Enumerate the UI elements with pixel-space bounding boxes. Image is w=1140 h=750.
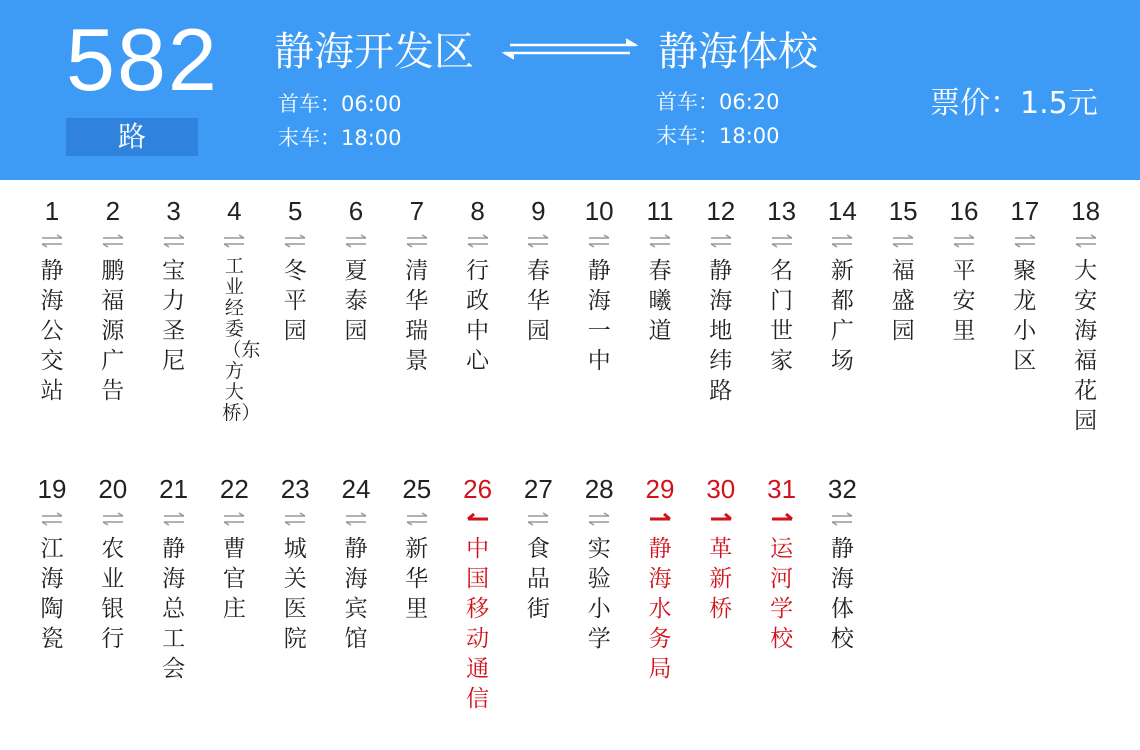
bidirectional-arrow-icon: [526, 512, 550, 526]
bidirectional-arrow-icon: [162, 512, 186, 526]
stop-number: 31: [767, 474, 797, 504]
stop-item: [569, 196, 629, 376]
bidirectional-arrow-icon: [101, 512, 125, 526]
bidirectional-arrow-icon: [830, 234, 854, 248]
stop-number: 17: [1010, 196, 1040, 226]
bidirectional-arrow-icon: [344, 512, 368, 526]
stop-item: [144, 474, 204, 684]
stop-name: 静海水务局: [648, 536, 672, 682]
stop-number: 27: [523, 474, 553, 504]
bidirectional-arrow-icon: [162, 234, 186, 248]
stop-name: 聚龙小区: [1013, 258, 1037, 374]
bidirectional-arrow-icon: [222, 234, 246, 248]
stop-name: 实验小学: [587, 536, 611, 652]
stop-item: [204, 196, 264, 424]
stop-item: [752, 196, 812, 376]
stop-number: 24: [341, 474, 371, 504]
stop-item: [630, 474, 690, 684]
stop-item: [569, 474, 629, 654]
bidirectional-arrow-icon: [405, 234, 429, 248]
bidirectional-arrow-icon: [101, 234, 125, 248]
bidirectional-arrow-icon: [587, 512, 611, 526]
stop-item: [326, 196, 386, 346]
stop-item: [995, 196, 1055, 376]
stop-number: 25: [402, 474, 432, 504]
stop-item: [387, 474, 447, 624]
stop-item: [144, 196, 204, 376]
stop-number: 29: [645, 474, 675, 504]
stop-name: 食品街: [526, 536, 550, 622]
fare-label: 票价：1.5元: [930, 86, 1098, 121]
stop-item: [812, 196, 872, 376]
stop-name: 静海宾馆: [344, 536, 368, 652]
terminal-to: 静海体校: [658, 29, 818, 75]
stop-name: 静海总工会: [162, 536, 186, 682]
stop-number: 22: [219, 474, 249, 504]
stop-name: 新华里: [405, 536, 429, 622]
bidirectional-arrow-icon: [1013, 234, 1037, 248]
route-number: 582: [66, 10, 219, 109]
bidirectional-arrow-icon: [587, 234, 611, 248]
bidirectional-arrow-icon: [709, 234, 733, 248]
stop-name: 农业银行: [101, 536, 125, 652]
stop-number: 21: [159, 474, 189, 504]
stop-number: 28: [584, 474, 614, 504]
stop-name: 新都广场: [830, 258, 854, 374]
stop-number: 9: [531, 196, 546, 226]
to-last-bus: 末车：18:00: [656, 124, 780, 148]
stop-name: 平安里: [952, 258, 976, 344]
stop-name: 清华瑞景: [405, 258, 429, 374]
stop-name: 运河学校: [770, 536, 794, 652]
stop-number: 18: [1071, 196, 1101, 226]
stop-item: [691, 196, 751, 406]
stop-item: [265, 196, 325, 346]
stop-item: [22, 196, 82, 406]
left-arrow-icon: [466, 512, 490, 526]
bidirectional-arrow-icon: [222, 512, 246, 526]
terminal-from: 静海开发区: [274, 29, 474, 75]
stop-number: 30: [706, 474, 736, 504]
stop-name: 冬平园: [283, 258, 307, 344]
bidirectional-arrow-icon: [40, 234, 64, 248]
stop-item: [204, 474, 264, 624]
bidirectional-arrow-icon: [283, 512, 307, 526]
bidirectional-arrow-icon: [526, 234, 550, 248]
stop-item: [387, 196, 447, 376]
stop-item: [752, 474, 812, 654]
bidirectional-arrow-icon: [500, 38, 640, 60]
stop-item: [812, 474, 872, 654]
bidirectional-arrow-icon: [40, 512, 64, 526]
right-arrow-icon: [648, 512, 672, 526]
bidirectional-arrow-icon: [770, 234, 794, 248]
stop-number: 26: [463, 474, 493, 504]
stop-item: [22, 474, 82, 654]
bidirectional-arrow-icon: [344, 234, 368, 248]
stop-item: [326, 474, 386, 654]
bidirectional-arrow-icon: [830, 512, 854, 526]
stop-number: 1: [44, 196, 60, 226]
route-header: [0, 0, 1140, 180]
stop-item: [265, 474, 325, 654]
stop-item: [448, 474, 508, 714]
stop-name: 名门世家: [770, 258, 794, 374]
stop-number: 23: [280, 474, 310, 504]
stop-name: 鹏福源广告: [101, 258, 125, 404]
stop-name: 宝力圣尼: [162, 258, 186, 374]
stop-name: 春曦道: [648, 258, 672, 344]
stop-name: 夏泰园: [344, 258, 368, 344]
stop-name: 静海一中: [587, 258, 611, 374]
stop-name: 曹官庄: [222, 536, 246, 622]
stop-number: 20: [98, 474, 128, 504]
stop-number: 8: [470, 196, 485, 226]
stop-item: [873, 196, 933, 346]
bidirectional-arrow-icon: [466, 234, 490, 248]
stop-item: [83, 196, 143, 406]
stop-number: 3: [166, 196, 181, 226]
stop-number: 11: [646, 196, 674, 226]
stop-number: 6: [348, 196, 364, 226]
from-last-bus: 末车：18:00: [278, 126, 402, 150]
stop-item: [1056, 196, 1116, 436]
bidirectional-arrow-icon: [1074, 234, 1098, 248]
stop-item: [630, 196, 690, 346]
route-unit-label: 路: [66, 118, 198, 156]
stop-name: 城关医院: [283, 536, 307, 652]
stop-number: 2: [105, 196, 121, 226]
bidirectional-arrow-icon: [283, 234, 307, 248]
stop-number: 19: [37, 474, 67, 504]
stop-number: 5: [287, 196, 303, 226]
right-arrow-icon: [770, 512, 794, 526]
stop-name: 静海地纬路: [709, 258, 733, 404]
stop-number: 13: [767, 196, 797, 226]
from-first-bus: 首车：06:00: [278, 92, 402, 116]
stop-item: [934, 196, 994, 346]
stop-name: 行政中心: [466, 258, 490, 374]
stop-name: 大安海福花园: [1074, 258, 1098, 434]
stop-item: [508, 196, 568, 346]
stop-number: 15: [888, 196, 918, 226]
stop-name: 工业经委（东方大桥）: [222, 255, 261, 424]
stop-number: 10: [584, 196, 614, 226]
stop-number: 4: [227, 196, 242, 226]
bidirectional-arrow-icon: [405, 512, 429, 526]
bidirectional-arrow-icon: [952, 234, 976, 248]
stop-item: [508, 474, 568, 624]
stop-number: 32: [827, 474, 857, 504]
bidirectional-arrow-icon: [648, 234, 672, 248]
stop-name: 江海陶瓷: [40, 536, 64, 652]
stop-number: 14: [827, 196, 857, 226]
stop-name: 静海公交站: [40, 258, 64, 404]
stop-number: 16: [949, 196, 979, 226]
to-first-bus: 首车：06:20: [656, 90, 780, 114]
stop-name: 春华园: [526, 258, 550, 344]
stop-name: 静海体校: [830, 536, 854, 652]
stop-item: [83, 474, 143, 654]
stop-item: [448, 196, 508, 376]
stop-item: [691, 474, 751, 624]
right-arrow-icon: [709, 512, 733, 526]
stop-number: 7: [409, 196, 425, 226]
stop-name: 中国移动通信: [466, 536, 490, 712]
bidirectional-arrow-icon: [891, 234, 915, 248]
stop-name: 革新桥: [709, 536, 733, 622]
stop-name: 福盛园: [891, 258, 915, 344]
stop-number: 12: [706, 196, 736, 226]
